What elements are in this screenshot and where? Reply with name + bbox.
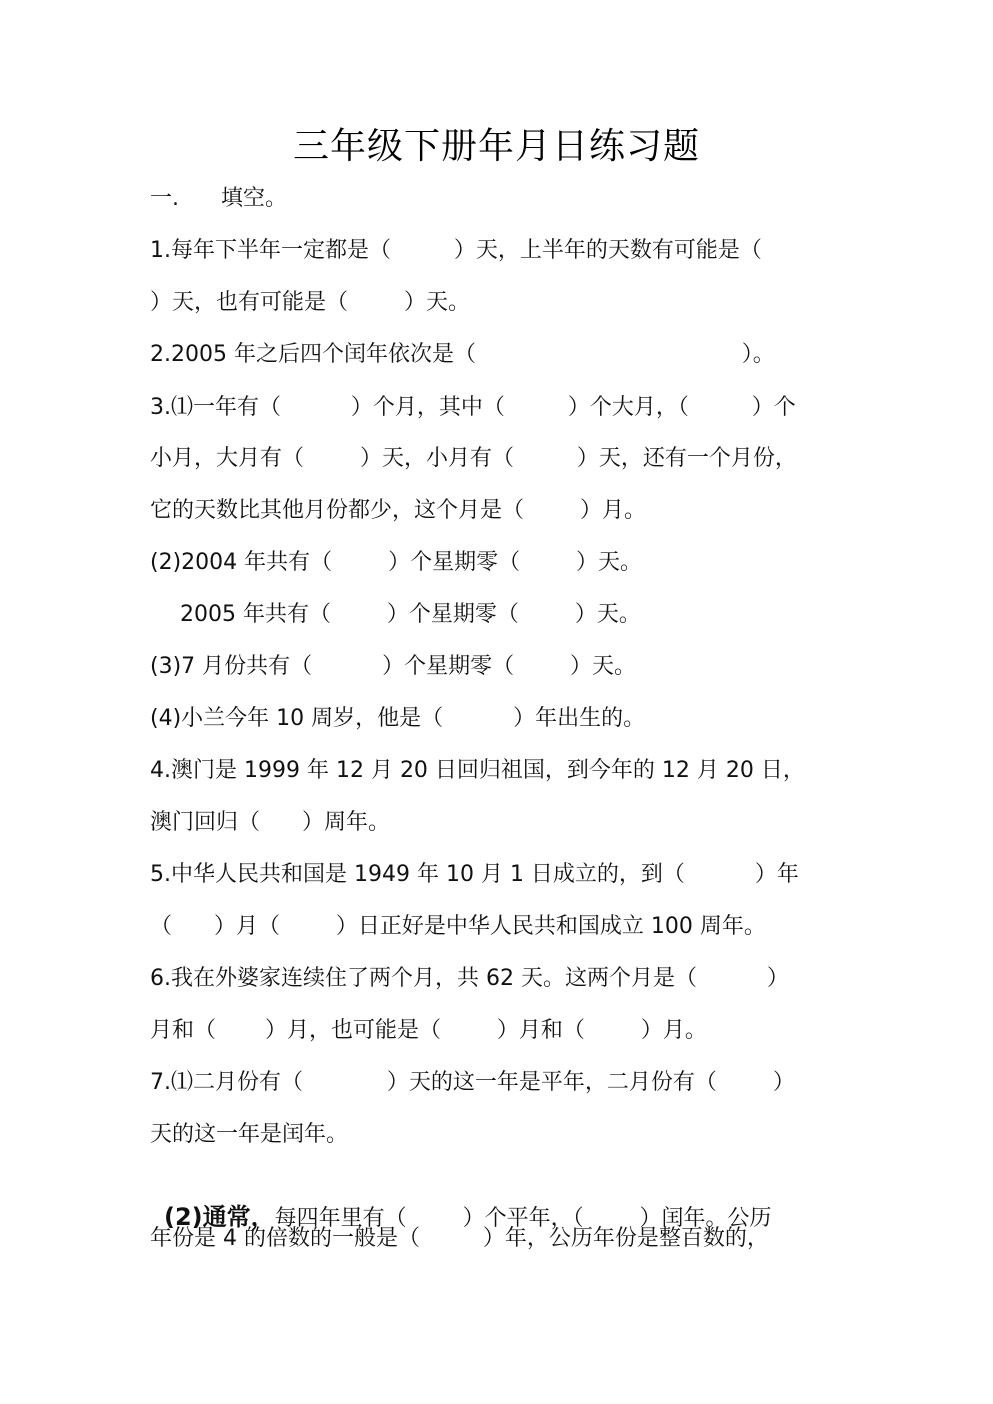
question-line: （ ）月（ ）日正好是中华人民共和国成立 100 周年。	[150, 914, 766, 939]
question-line: 它的天数比其他月份都少，这个月是（ ）月。	[150, 498, 646, 523]
question-line-text: 每四年里有（ ）个平年，（ ）闰年。公历	[274, 1206, 772, 1231]
page-title: 三年级下册年月日练习题	[292, 126, 700, 167]
question-line: 月和（ ）月，也可能是（ ）月和（ ）月。	[150, 1018, 707, 1043]
question-line: 1.每年下半年一定都是（ ）天，上半年的天数有可能是（	[150, 238, 762, 263]
question-line: (2)2004 年共有（ ）个星期零（ ）天。	[150, 550, 643, 575]
question-line: 7.⑴二月份有（ ）天的这一年是平年，二月份有（ ）	[150, 1070, 795, 1095]
question-line: 5.中华人民共和国是 1949 年 10 月 1 日成立的，到（ ）年	[150, 862, 799, 887]
question-line: 2005 年共有（ ）个星期零（ ）天。	[180, 602, 641, 627]
question-line: 6.我在外婆家连续住了两个月，共 62 天。这两个月是（ ）	[150, 966, 789, 991]
question-line: 3.⑴一年有（ ）个月，其中（ ）个大月，（ ）个	[150, 395, 796, 420]
question-line: (4)小兰今年 10 周岁，他是（ ）年出生的。	[150, 706, 646, 731]
question-line: ）天，也有可能是（ ）天。	[150, 290, 470, 315]
question-line: 澳门回归（ ）周年。	[150, 810, 390, 835]
question-line: 年份是 4 的倍数的一般是（ ）年，公历年份是整百数的，	[150, 1226, 769, 1251]
question-line: 天的这一年是闰年。	[150, 1122, 349, 1147]
bold-prefix: (2)通常，	[164, 1203, 275, 1231]
question-line: 4.澳门是 1999 年 12 月 20 日回归祖国，到今年的 12 月 20 日，	[150, 758, 805, 783]
section-heading: 一. 填空。	[150, 186, 287, 211]
question-line: 小月，大月有（ ）天，小月有（ ）天，还有一个月份，	[150, 446, 797, 471]
question-line: 2.2005 年之后四个闰年依次是（ ）。	[150, 342, 775, 367]
question-line: (3)7 月份共有（ ）个星期零（ ）天。	[150, 654, 637, 679]
